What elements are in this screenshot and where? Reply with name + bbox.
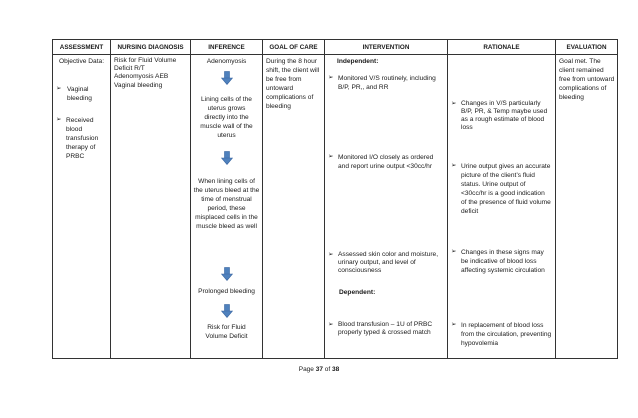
evaluation-text: Goal met. The client remained free from untoward complications of bleeding: [559, 58, 615, 102]
inference-step: Prolonged bleeding: [198, 288, 255, 295]
header-nursing-diagnosis: NURSING DIAGNOSIS: [111, 40, 191, 55]
rationale-cell: [448, 55, 556, 359]
header-inference: INFERENCE: [191, 40, 263, 55]
header-row: [53, 40, 618, 55]
nursing-care-plan-table: [52, 39, 618, 359]
independent-label: Independent:: [337, 58, 379, 65]
bullet-arrow-icon: ➢: [328, 74, 334, 81]
bullet-arrow-icon: ➢: [328, 321, 334, 328]
footer-page-total: 38: [332, 366, 340, 373]
footer-page-prefix: Page: [298, 366, 314, 373]
diagnosis-line: Vaginal bleeding: [114, 81, 163, 89]
header-goal-of-care: GOAL OF CARE: [263, 40, 325, 55]
evaluation-cell: [556, 55, 618, 359]
page-footer: [0, 366, 638, 373]
inference-cell: [191, 55, 263, 359]
assessment-item: ➢ Vaginal bleeding: [56, 85, 92, 103]
inference-step: Lining cells of the uterus grows directly into the muscle wall of the uterus: [200, 96, 253, 140]
diagnosis-line: Risk for Fluid Volume: [114, 57, 177, 64]
intervention-item: ➢ Monitored I/O closely as ordered and report urine output <30cc/hr: [328, 153, 434, 171]
intervention-cell: [325, 55, 448, 359]
intervention-item: ➢ Monitored V/S routinely, including B/P, PR,, and RR: [328, 74, 436, 92]
dependent-label: Dependent:: [339, 289, 376, 296]
goal-text: During the 8 hour shift, the client will be free from untoward complications of bleeding: [266, 58, 320, 111]
rationale-item: ➢ Urine output gives an accurate picture of the client’s fluid status. Urine output of <30cc/hr is a good indication of the presence of fluid volume deficit: [451, 162, 551, 216]
inference-step: Adenomyosis: [206, 58, 247, 65]
bullet-arrow-icon: ➢: [451, 248, 457, 255]
inference-step: Risk for Fluid Volume Deficit: [205, 324, 248, 341]
diagnosis-line: Deficit R/T: [114, 65, 145, 73]
bullet-arrow-icon: ➢: [451, 162, 457, 169]
goal-cell: [263, 55, 325, 359]
diagnosis-cell: [111, 55, 191, 359]
rationale-item: ➢ In replacement of blood loss from the circulation, preventing hypovolemia: [451, 321, 552, 348]
bullet-arrow-icon: ➢: [56, 116, 62, 123]
rationale-item: ➢ Changes in V/S particularly B/P, PR, & Temp maybe used as a rough estimate of blood loss: [451, 100, 548, 131]
bullet-arrow-icon: ➢: [328, 153, 334, 160]
diagnosis-line: Adenomyosis AEB: [114, 73, 169, 81]
bullet-arrow-icon: ➢: [328, 251, 334, 258]
assessment-cell: [53, 55, 111, 359]
bullet-arrow-icon: ➢: [451, 321, 457, 328]
intervention-item: ➢ Assessed skin color and moisture, urinary output, and level of consciousness: [328, 251, 439, 274]
assessment-item: ➢ Received blood transfusion therapy of PRBC: [56, 116, 99, 161]
intervention-item: ➢ Blood transfusion – 1U of PRBC properly typed & crossed match: [328, 321, 433, 337]
objective-data-label: Objective Data:: [58, 58, 105, 65]
bullet-arrow-icon: ➢: [56, 85, 62, 92]
down-arrow-icon: [221, 267, 233, 281]
inference-step: When lining cells of the uterus bleed at the time of menstrual period, these misplaced cells in the muscle bleed as well: [193, 178, 260, 231]
header-assessment: ASSESSMENT: [53, 40, 111, 55]
care-plan-row: [53, 55, 618, 359]
header-rationale: RATIONALE: [448, 40, 556, 55]
header-evaluation: EVALUATION: [556, 40, 618, 55]
down-arrow-icon: [221, 304, 233, 318]
header-intervention: INTERVENTION: [325, 40, 448, 55]
down-arrow-icon: [221, 71, 233, 85]
footer-of: of: [324, 366, 331, 373]
footer-page-number: 37: [315, 366, 323, 373]
down-arrow-icon: [221, 151, 233, 165]
rationale-item: ➢ Changes in these signs may be indicative of blood loss affecting systemic circulation: [451, 248, 545, 275]
bullet-arrow-icon: ➢: [451, 100, 457, 107]
